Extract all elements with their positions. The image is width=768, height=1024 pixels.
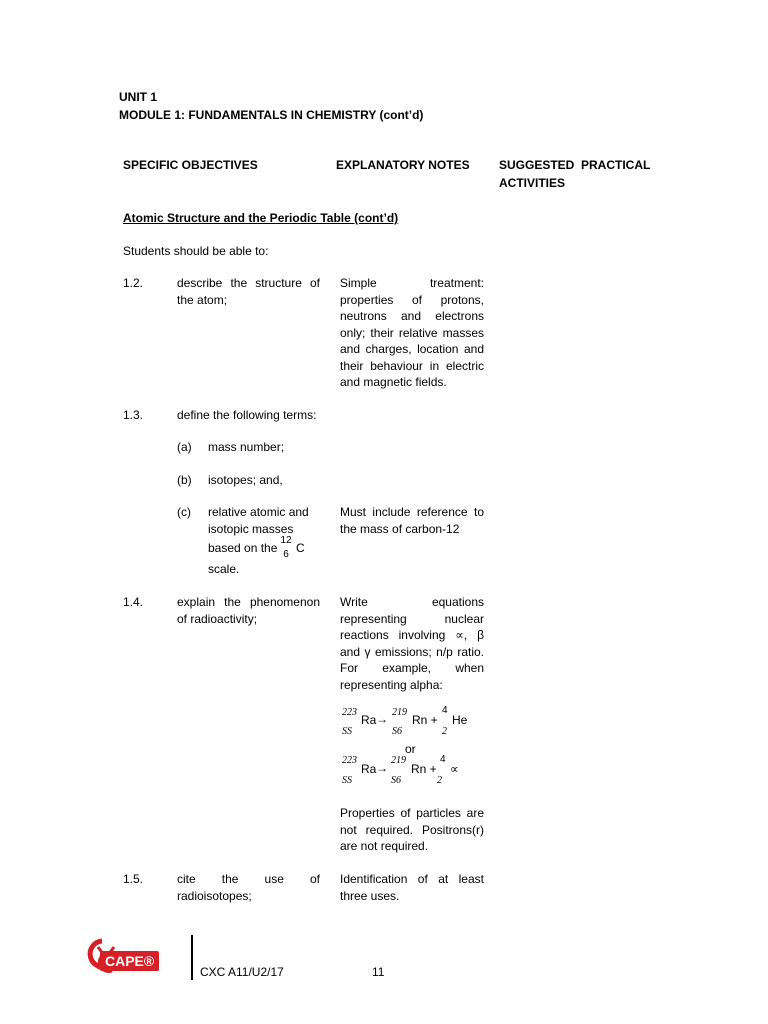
sub-item-text: relative atomic and: [208, 505, 309, 519]
mass-number: 219: [391, 755, 406, 766]
objective-text: define the following terms:: [177, 408, 317, 422]
column-header-explanatory-notes: EXPLANATORY NOTES: [336, 158, 470, 172]
mass-number: 223: [342, 707, 357, 718]
objective-number: 1.4.: [123, 595, 144, 609]
element-symbol: Ra: [361, 713, 377, 727]
objective-number: 1.3.: [123, 408, 144, 422]
mass-number: 4: [440, 754, 446, 765]
cape-logo: CAPE®: [100, 951, 159, 971]
sub-item-text: isotopes; and,: [208, 473, 283, 487]
document-code: CXC A11/U2/17: [200, 965, 284, 979]
element-symbol: Ra: [361, 762, 377, 776]
explanatory-note: Must include reference to the mass of carbon-12: [340, 505, 484, 536]
unit-title: UNIT 1: [119, 90, 158, 104]
carbon-atomic-number: 6: [283, 549, 289, 560]
section-title: Atomic Structure and the Periodic Table (cont’d): [123, 211, 399, 225]
arrow-icon: →: [376, 761, 388, 775]
sub-item-text: based on the: [208, 541, 278, 555]
alpha-symbol: ∝: [450, 762, 459, 776]
element-symbol: Rn +: [411, 762, 437, 776]
atomic-number: SS: [342, 726, 352, 737]
equation-or: or: [405, 742, 416, 756]
column-header-specific-objectives: SPECIFIC OBJECTIVES: [123, 158, 258, 172]
sub-item-label: (b): [177, 473, 192, 487]
atomic-number: S6: [392, 726, 402, 737]
atomic-number: S6: [391, 775, 401, 786]
objective-text: describe the structure of the atom;: [177, 276, 320, 307]
column-header-practical-activities-cont: ACTIVITIES: [499, 176, 566, 190]
module-title: MODULE 1: FUNDAMENTALS IN CHEMISTRY (cont’d): [119, 108, 424, 122]
element-symbol: He: [452, 713, 468, 727]
carbon-mass-number: 12: [280, 535, 292, 546]
objective-number: 1.2.: [123, 276, 144, 290]
explanatory-note: Properties of particles are not required. Positrons(r) are not required.: [340, 806, 484, 853]
explanatory-note: Identification of at least three uses.: [340, 872, 484, 903]
sub-item-text: scale.: [208, 562, 240, 576]
objective-text: cite the use of radioisotopes;: [177, 872, 320, 903]
footer-divider: [191, 935, 193, 980]
explanatory-note: Simple treatment: properties of protons, neutrons and electrons only; their relative masses and charges, location and their behaviour in electric and magnetic fields.: [340, 276, 484, 389]
explanatory-note: Write equations representing nuclear reactions involving ∝, β and γ emissions; n/p ratio. For example, when representing alpha:: [340, 595, 484, 692]
mass-number: 4: [442, 705, 448, 716]
sub-item-label: (c): [177, 505, 191, 519]
atomic-number: 2: [437, 775, 442, 786]
atomic-number: 2: [442, 726, 447, 737]
sub-item-text: isotopic masses: [208, 522, 294, 536]
atomic-number: SS: [342, 775, 352, 786]
sub-item-label: (a): [177, 440, 192, 454]
sub-item-text: mass number;: [208, 440, 285, 454]
column-header-practical-activities: SUGGESTED PRACTICAL: [499, 158, 651, 172]
carbon-symbol: C: [296, 541, 305, 555]
mass-number: 219: [392, 707, 407, 718]
objective-number: 1.5.: [123, 872, 144, 886]
page-number: 11: [372, 965, 385, 979]
section-intro: Students should be able to:: [123, 244, 269, 258]
objective-text: explain the phenomenon of radioactivity;: [177, 595, 320, 626]
mass-number: 223: [342, 755, 357, 766]
arrow-icon: →: [376, 712, 388, 726]
element-symbol: Rn +: [412, 713, 438, 727]
